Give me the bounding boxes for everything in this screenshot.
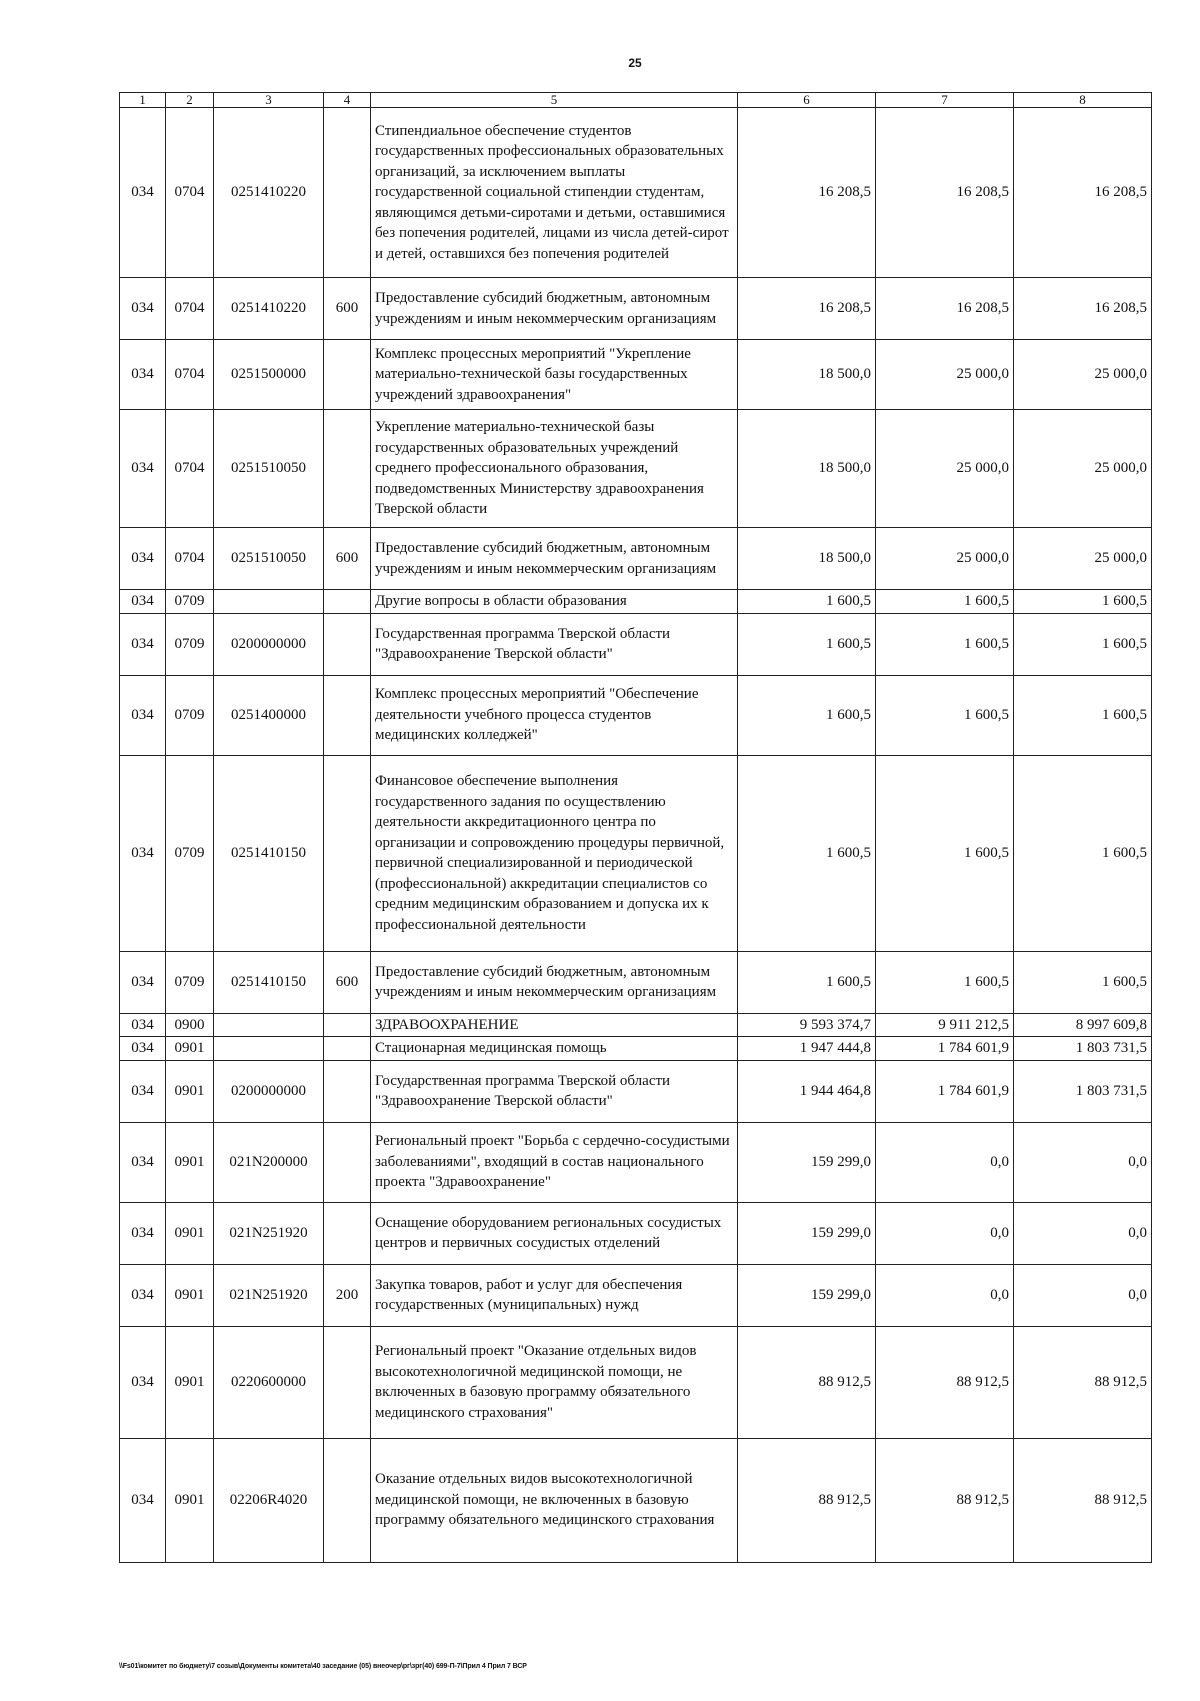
amount-year1-cell: 1 600,5: [738, 755, 876, 951]
description-cell: ЗДРАВООХРАНЕНИЕ: [371, 1013, 738, 1037]
ministry-code-cell: 034: [120, 590, 166, 614]
target-article-cell: [214, 1013, 324, 1037]
amount-year2-cell: 25 000,0: [876, 528, 1014, 590]
amount-year1-cell: 88 912,5: [738, 1438, 876, 1562]
section-code-cell: 0704: [166, 528, 214, 590]
section-code-cell: 0901: [166, 1037, 214, 1061]
footer-file-path: \\Fs01\комитет по бюджету\7 созыв\Документы комитета\40 заседание (05) внеочер\рг\зрг(40) 699-П-7\Прил 4 Прил 7 ВСР: [119, 1663, 527, 1670]
amount-year1-cell: 1 600,5: [738, 590, 876, 614]
target-article-cell: 021N251920: [214, 1202, 324, 1264]
table-row: [120, 951, 1152, 1013]
amount-year2-cell: 25 000,0: [876, 340, 1014, 410]
header-cell: 2: [166, 93, 214, 108]
amount-year1-cell: 1 600,5: [738, 675, 876, 755]
section-code-cell: 0709: [166, 675, 214, 755]
table-row: [120, 340, 1152, 410]
description-cell: Оснащение оборудованием региональных сосудистых центров и первичных сосудистых отделений: [371, 1202, 738, 1264]
target-article-cell: 0251510050: [214, 410, 324, 528]
section-code-cell: 0704: [166, 108, 214, 278]
amount-year3-cell: 25 000,0: [1014, 528, 1152, 590]
target-article-cell: 0251410220: [214, 108, 324, 278]
ministry-code-cell: 034: [120, 340, 166, 410]
expense-type-cell: [324, 1013, 371, 1037]
amount-year3-cell: 25 000,0: [1014, 340, 1152, 410]
section-code-cell: 0901: [166, 1264, 214, 1326]
header-cell: 7: [876, 93, 1014, 108]
header-row: [120, 93, 1152, 108]
description-cell: Предоставление субсидий бюджетным, автономным учреждениям и иным некоммерческим организациям: [371, 528, 738, 590]
target-article-cell: 0251400000: [214, 675, 324, 755]
table-row: [120, 528, 1152, 590]
expense-type-cell: [324, 1326, 371, 1438]
ministry-code-cell: 034: [120, 278, 166, 340]
target-article-cell: 0251500000: [214, 340, 324, 410]
section-code-cell: 0704: [166, 340, 214, 410]
ministry-code-cell: 034: [120, 1438, 166, 1562]
description-cell: Государственная программа Тверской области "Здравоохранение Тверской области": [371, 1060, 738, 1122]
ministry-code-cell: 034: [120, 410, 166, 528]
table-row: [120, 675, 1152, 755]
amount-year2-cell: 88 912,5: [876, 1438, 1014, 1562]
description-cell: Региональный проект "Оказание отдельных видов высокотехнологичной медицинской помощи, не включенных в базовую программу обязательного медицинского страхования": [371, 1326, 738, 1438]
section-code-cell: 0901: [166, 1060, 214, 1122]
table-row: [120, 755, 1152, 951]
table-row: [120, 1326, 1152, 1438]
amount-year2-cell: 1 600,5: [876, 951, 1014, 1013]
description-cell: Государственная программа Тверской области "Здравоохранение Тверской области": [371, 613, 738, 675]
ministry-code-cell: 034: [120, 1060, 166, 1122]
expense-type-cell: [324, 1037, 371, 1061]
description-cell: Стипендиальное обеспечение студентов государственных профессиональных образовательных организаций, за исключением выплаты государственной социальной стипендии студентам, являющимся детьми-сиротами и детьми, оставшимися без попечения родителей, лицами из числа детей-сирот и детей, оставшихся без попечения родителей: [371, 108, 738, 278]
header-cell: 8: [1014, 93, 1152, 108]
amount-year3-cell: 16 208,5: [1014, 278, 1152, 340]
section-code-cell: 0709: [166, 613, 214, 675]
expense-type-cell: [324, 1060, 371, 1122]
table-row: [120, 1202, 1152, 1264]
expense-type-cell: 600: [324, 278, 371, 340]
amount-year1-cell: 18 500,0: [738, 528, 876, 590]
amount-year3-cell: 25 000,0: [1014, 410, 1152, 528]
ministry-code-cell: 034: [120, 755, 166, 951]
expense-type-cell: 600: [324, 528, 371, 590]
description-cell: Региональный проект "Борьба с сердечно-сосудистыми заболеваниями", входящий в состав национального проекта "Здравоохранение": [371, 1122, 738, 1202]
ministry-code-cell: 034: [120, 108, 166, 278]
amount-year1-cell: 1 947 444,8: [738, 1037, 876, 1061]
amount-year2-cell: 1 600,5: [876, 590, 1014, 614]
section-code-cell: 0901: [166, 1202, 214, 1264]
amount-year3-cell: 1 600,5: [1014, 951, 1152, 1013]
amount-year2-cell: 88 912,5: [876, 1326, 1014, 1438]
amount-year3-cell: 88 912,5: [1014, 1326, 1152, 1438]
table-row: [120, 410, 1152, 528]
amount-year1-cell: 9 593 374,7: [738, 1013, 876, 1037]
table-row: [120, 278, 1152, 340]
expense-type-cell: [324, 1438, 371, 1562]
header-cell: 1: [120, 93, 166, 108]
header-cell: 6: [738, 93, 876, 108]
amount-year2-cell: 1 600,5: [876, 755, 1014, 951]
target-article-cell: 02206R4020: [214, 1438, 324, 1562]
amount-year2-cell: 0,0: [876, 1122, 1014, 1202]
description-cell: Другие вопросы в области образования: [371, 590, 738, 614]
amount-year2-cell: 1 784 601,9: [876, 1060, 1014, 1122]
amount-year2-cell: 1 600,5: [876, 675, 1014, 755]
ministry-code-cell: 034: [120, 1202, 166, 1264]
ministry-code-cell: 034: [120, 675, 166, 755]
section-code-cell: 0709: [166, 951, 214, 1013]
table-row: [120, 1264, 1152, 1326]
amount-year1-cell: 159 299,0: [738, 1264, 876, 1326]
ministry-code-cell: 034: [120, 1037, 166, 1061]
amount-year2-cell: 9 911 212,5: [876, 1013, 1014, 1037]
amount-year1-cell: 159 299,0: [738, 1122, 876, 1202]
ministry-code-cell: 034: [120, 1326, 166, 1438]
expense-type-cell: [324, 340, 371, 410]
amount-year2-cell: 1 784 601,9: [876, 1037, 1014, 1061]
ministry-code-cell: 034: [120, 1122, 166, 1202]
section-code-cell: 0901: [166, 1438, 214, 1562]
table-row: [120, 1013, 1152, 1037]
target-article-cell: 0251410220: [214, 278, 324, 340]
amount-year2-cell: 1 600,5: [876, 613, 1014, 675]
amount-year3-cell: 16 208,5: [1014, 108, 1152, 278]
amount-year1-cell: 1 600,5: [738, 951, 876, 1013]
amount-year2-cell: 16 208,5: [876, 278, 1014, 340]
description-cell: Предоставление субсидий бюджетным, автономным учреждениям и иным некоммерческим организациям: [371, 278, 738, 340]
amount-year3-cell: 1 600,5: [1014, 613, 1152, 675]
expense-type-cell: [324, 613, 371, 675]
description-cell: Укрепление материально-технической базы государственных образовательных учреждений среднего профессионального образования, подведомственных Министерству здравоохранения Тверской области: [371, 410, 738, 528]
header-cell: 5: [371, 93, 738, 108]
amount-year1-cell: 1 600,5: [738, 613, 876, 675]
amount-year1-cell: 159 299,0: [738, 1202, 876, 1264]
amount-year1-cell: 18 500,0: [738, 340, 876, 410]
target-article-cell: 0220600000: [214, 1326, 324, 1438]
header-cell: 4: [324, 93, 371, 108]
amount-year3-cell: 1 803 731,5: [1014, 1060, 1152, 1122]
section-code-cell: 0901: [166, 1326, 214, 1438]
ministry-code-cell: 034: [120, 528, 166, 590]
description-cell: Финансовое обеспечение выполнения государственного задания по осуществлению деятельности аккредитационного центра по организации и сопровождению процедуры первичной, первичной специализированной и периодической (профессиональной) аккредитации специалистов со средним медицинским образованием и допуска их к профессиональной деятельности: [371, 755, 738, 951]
table-row: [120, 590, 1152, 614]
amount-year2-cell: 0,0: [876, 1202, 1014, 1264]
description-cell: Комплекс процессных мероприятий "Укрепление материально-технической базы государственных учреждений здравоохранения": [371, 340, 738, 410]
target-article-cell: [214, 590, 324, 614]
table-row: [120, 1037, 1152, 1061]
target-article-cell: 0251510050: [214, 528, 324, 590]
ministry-code-cell: 034: [120, 951, 166, 1013]
table-row: [120, 1122, 1152, 1202]
amount-year3-cell: 88 912,5: [1014, 1438, 1152, 1562]
amount-year3-cell: 8 997 609,8: [1014, 1013, 1152, 1037]
amount-year1-cell: 1 944 464,8: [738, 1060, 876, 1122]
description-cell: Оказание отдельных видов высокотехнологичной медицинской помощи, не включенных в базовую программу обязательного медицинского страхования: [371, 1438, 738, 1562]
expense-type-cell: 600: [324, 951, 371, 1013]
amount-year3-cell: 1 600,5: [1014, 755, 1152, 951]
ministry-code-cell: 034: [120, 613, 166, 675]
expense-type-cell: [324, 1122, 371, 1202]
target-article-cell: 0251410150: [214, 755, 324, 951]
table-row: [120, 108, 1152, 278]
amount-year3-cell: 1 600,5: [1014, 590, 1152, 614]
amount-year2-cell: 16 208,5: [876, 108, 1014, 278]
target-article-cell: [214, 1037, 324, 1061]
description-cell: Комплекс процессных мероприятий "Обеспечение деятельности учебного процесса студентов медицинских колледжей": [371, 675, 738, 755]
expense-type-cell: [324, 108, 371, 278]
amount-year2-cell: 0,0: [876, 1264, 1014, 1326]
table-row: [120, 613, 1152, 675]
amount-year3-cell: 0,0: [1014, 1202, 1152, 1264]
expense-type-cell: [324, 675, 371, 755]
amount-year3-cell: 0,0: [1014, 1264, 1152, 1326]
amount-year3-cell: 1 803 731,5: [1014, 1037, 1152, 1061]
ministry-code-cell: 034: [120, 1264, 166, 1326]
expense-type-cell: [324, 590, 371, 614]
page-number: 25: [628, 56, 642, 70]
expense-type-cell: [324, 410, 371, 528]
table-row: [120, 1060, 1152, 1122]
expense-type-cell: [324, 1202, 371, 1264]
target-article-cell: 0251410150: [214, 951, 324, 1013]
description-cell: Стационарная медицинская помощь: [371, 1037, 738, 1061]
amount-year1-cell: 18 500,0: [738, 410, 876, 528]
expense-type-cell: [324, 755, 371, 951]
section-code-cell: 0704: [166, 278, 214, 340]
amount-year2-cell: 25 000,0: [876, 410, 1014, 528]
section-code-cell: 0704: [166, 410, 214, 528]
ministry-code-cell: 034: [120, 1013, 166, 1037]
section-code-cell: 0709: [166, 590, 214, 614]
amount-year3-cell: 0,0: [1014, 1122, 1152, 1202]
amount-year1-cell: 88 912,5: [738, 1326, 876, 1438]
section-code-cell: 0709: [166, 755, 214, 951]
expense-type-cell: 200: [324, 1264, 371, 1326]
target-article-cell: 021N251920: [214, 1264, 324, 1326]
header-cell: 3: [214, 93, 324, 108]
section-code-cell: 0901: [166, 1122, 214, 1202]
amount-year1-cell: 16 208,5: [738, 108, 876, 278]
target-article-cell: 0200000000: [214, 613, 324, 675]
table-row: [120, 1438, 1152, 1562]
section-code-cell: 0900: [166, 1013, 214, 1037]
description-cell: Предоставление субсидий бюджетным, автономным учреждениям и иным некоммерческим организациям: [371, 951, 738, 1013]
budget-table: [119, 92, 1152, 1563]
description-cell: Закупка товаров, работ и услуг для обеспечения государственных (муниципальных) нужд: [371, 1264, 738, 1326]
amount-year1-cell: 16 208,5: [738, 278, 876, 340]
target-article-cell: 021N200000: [214, 1122, 324, 1202]
amount-year3-cell: 1 600,5: [1014, 675, 1152, 755]
target-article-cell: 0200000000: [214, 1060, 324, 1122]
